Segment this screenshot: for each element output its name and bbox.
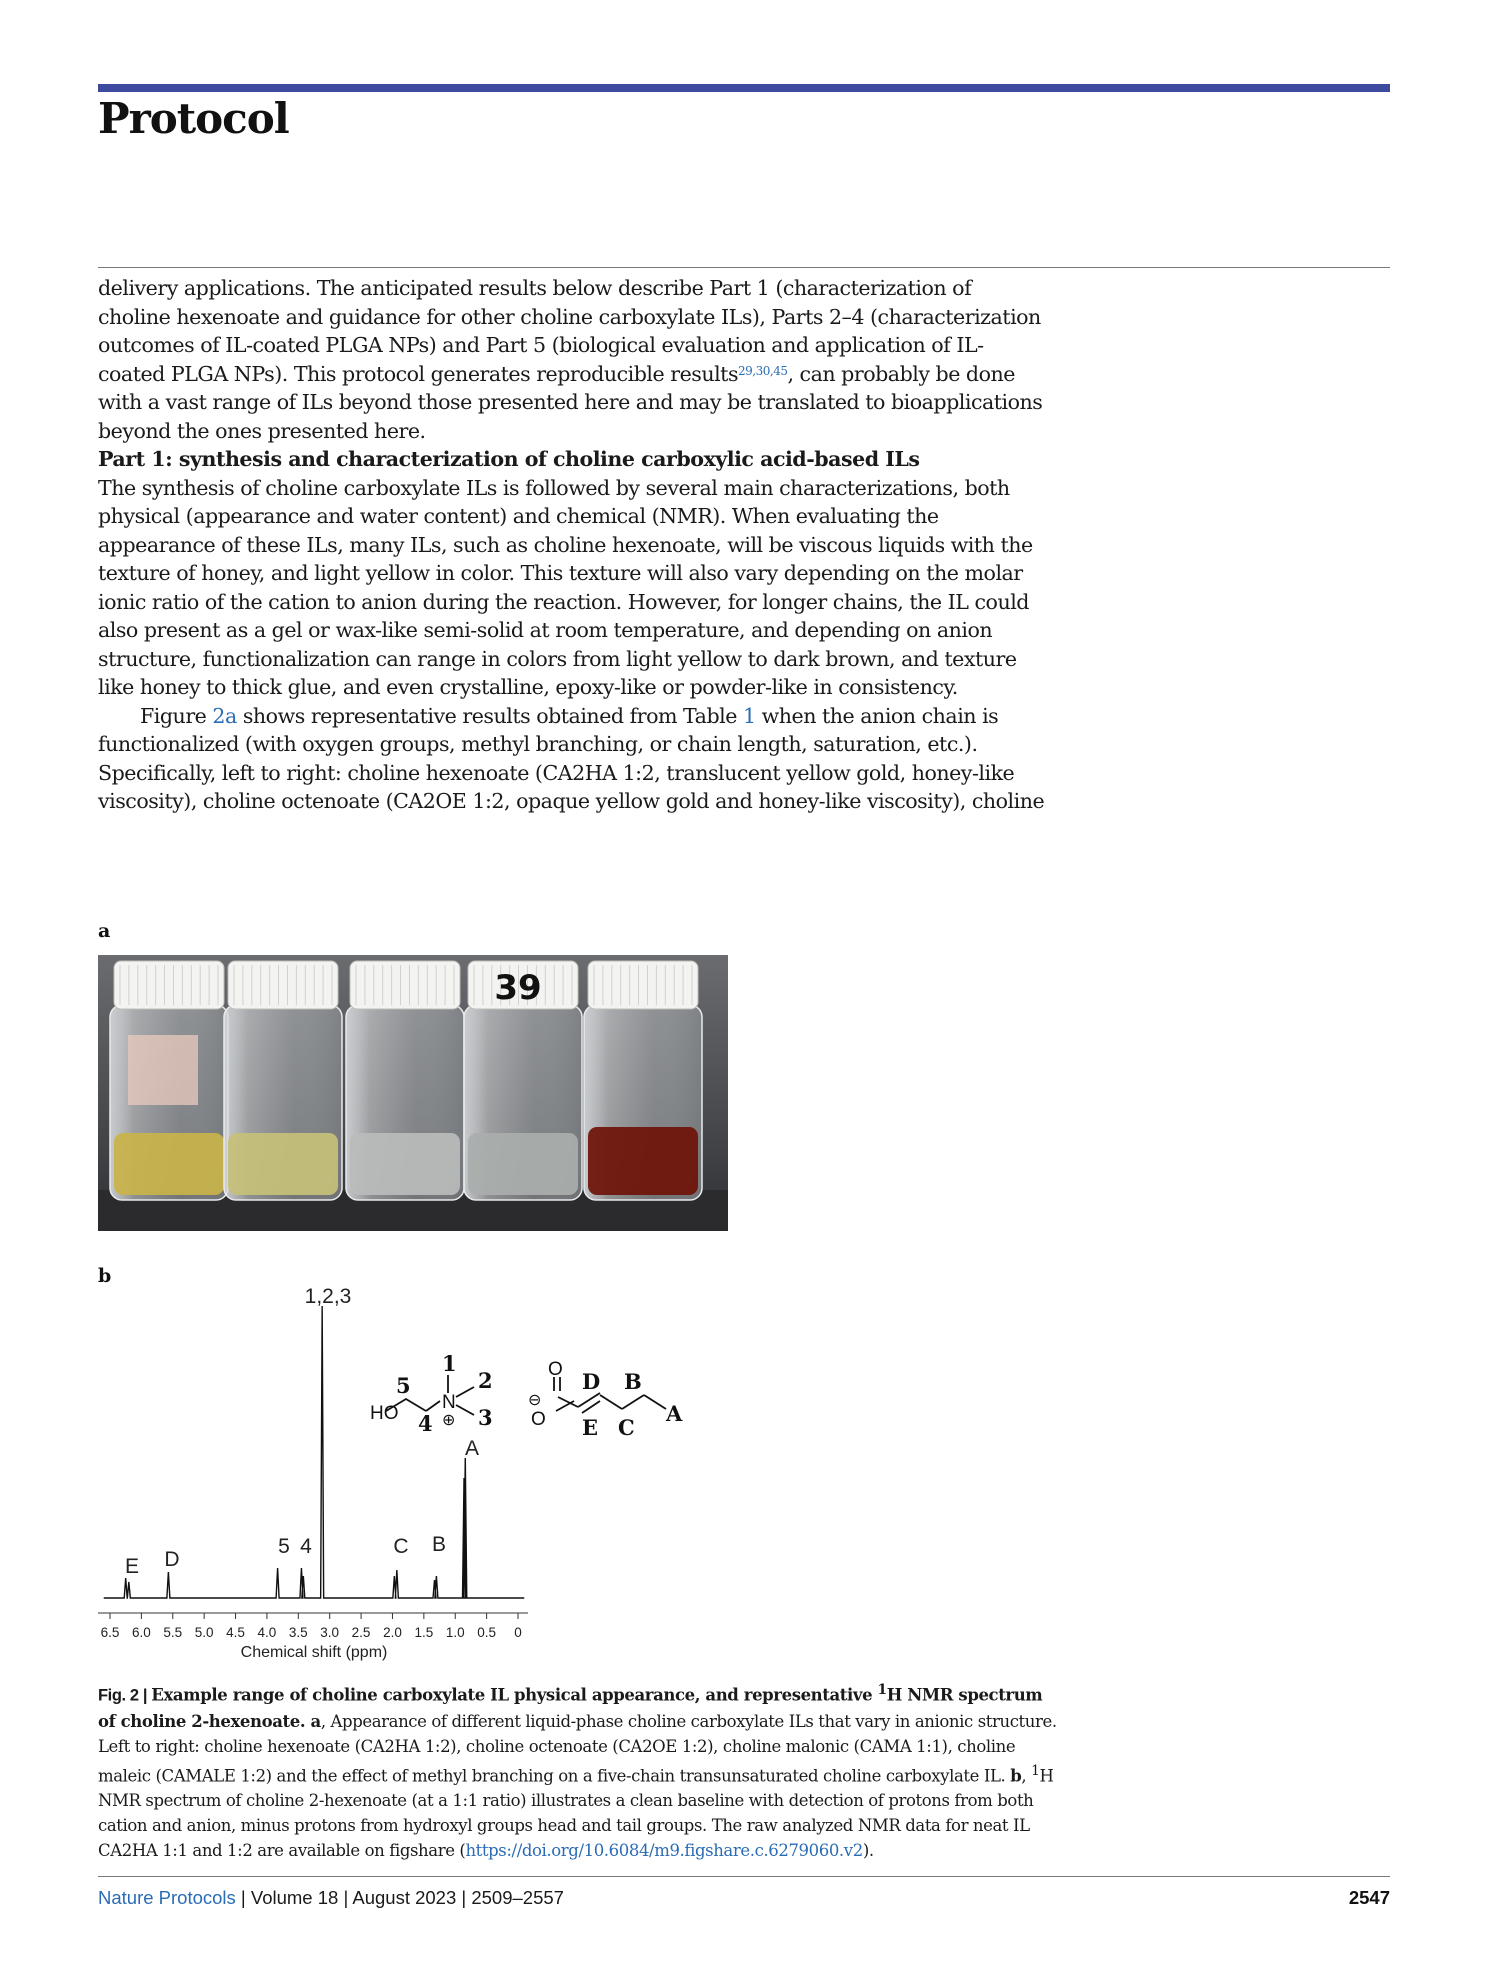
vial-5 bbox=[584, 961, 702, 1200]
struct-O-bottom: O bbox=[531, 1409, 546, 1430]
caption-title-pre: Example range of choline carboxylate IL physical appearance, and representative bbox=[151, 1685, 878, 1705]
table-ref-link[interactable]: 1 bbox=[742, 703, 756, 728]
journal-name-link[interactable]: Nature Protocols bbox=[98, 1887, 236, 1908]
x-tick-label: 0 bbox=[514, 1625, 522, 1640]
footer-divider bbox=[98, 1876, 1390, 1877]
struct-label-5: 5 bbox=[396, 1373, 411, 1398]
vial-cap bbox=[114, 961, 224, 1009]
paragraph-1: The synthesis of choline carboxylate ILs is followed by several main characterizations, both physical (appearance and water content) and chemical (NMR). When evaluating the appearance of these ILs, many ILs, such as choline hexenoate, will be viscous liquids with the texture of honey, and light yellow in color. This texture will also vary depending on the molar ionic ratio of the cation to anion during the reaction. However, for longer chains, the IL could also present as a gel or wax-like semi-solid at room temperature, and depending on anion structure, functionalization can range in colors from light yellow to dark brown, and texture like honey to thick glue, and even crystalline, epoxy-like or powder-like in consistency. bbox=[98, 475, 1033, 699]
x-tick-label: 5.0 bbox=[194, 1625, 214, 1640]
struct-label-3: 3 bbox=[478, 1405, 493, 1430]
struct-label-B: B bbox=[624, 1369, 642, 1394]
peak-label-C: C bbox=[393, 1535, 409, 1558]
peak-label-E: E bbox=[124, 1555, 140, 1578]
struct-label-4: 4 bbox=[418, 1411, 433, 1436]
header-accent-bar bbox=[98, 84, 1390, 92]
x-tick-label: 5.5 bbox=[163, 1625, 183, 1640]
panel-a-label: a bbox=[98, 920, 111, 942]
figshare-link[interactable]: https://doi.org/10.6084/m9.figshare.c.6279060.v2 bbox=[465, 1841, 863, 1860]
caption-title-post: H NMR spectrum of choline 2-hexenoate. bbox=[98, 1685, 1043, 1731]
vial-liquid bbox=[114, 1133, 224, 1195]
figure-ref-link[interactable]: 2a bbox=[212, 703, 237, 728]
struct-plus: ⊕ bbox=[442, 1412, 456, 1429]
peak-label-5: 5 bbox=[278, 1535, 290, 1558]
x-tick-label: 6.5 bbox=[100, 1625, 120, 1640]
struct-label-E: E bbox=[582, 1415, 599, 1440]
nmr-x-axis-label: Chemical shift (ppm) bbox=[240, 1644, 388, 1661]
struct-label-A: A bbox=[666, 1401, 683, 1426]
struct-N: N bbox=[442, 1392, 456, 1413]
struct-label-2: 2 bbox=[478, 1368, 493, 1393]
vial-cap bbox=[350, 961, 460, 1009]
caption-fig-no: Fig. 2 | bbox=[98, 1686, 152, 1705]
x-tick-label: 4.5 bbox=[226, 1625, 245, 1640]
vial-handwritten-label: 39 bbox=[494, 968, 542, 1008]
intro-paragraph: delivery applications. The anticipated results below describe Part 1 (characterization of choline hexenoate and guidance for other choline carboxylate ILs), Parts 2–4 (characterization outcomes of IL-coated PLGA NPs) and Part 5 (biological evaluation and application of IL-coated PLGA NPs). This protocol generates reproducible results$^{29,30,45}$, can probably be done with a vast range of ILs beyond those presented here and may be translated to bioapplications beyond the ones presented here. bbox=[98, 276, 1043, 443]
page-header-title: Protocol bbox=[98, 94, 289, 143]
x-tick-label: 4.0 bbox=[257, 1625, 277, 1640]
figure-caption: Fig. 2 | Example range of choline carboxylate IL physical appearance, and representative $^1$H NMR spectrum of choline 2-hexenoate. a, Appearance of different liquid-phase choline carboxylate ILs that vary in anionic structure. Left to right: choline hexenoate (CA2HA 1:2), choline octenoate (CA2OE 1:2), choline malonic (CAMA 1:1), choline maleic (CAMALE 1:2) and the effect of methyl branching on a five-chain transunsaturated choline carboxylate IL. b, $^1$H NMR spectrum of choline 2-hexenoate (at a 1:1 ratio) illustrates a clean baseline with detection of protons from both cation and anion, minus protons from hydroxyl groups head and tail groups. The raw analyzed NMR data for neat IL CA2HA 1:1 and 1:2 are available on figshare (https://doi.org/10.6084/m9.figshare.c.6279060.v2). bbox=[98, 1682, 1057, 1860]
vial-cap bbox=[588, 961, 698, 1009]
vial-3 bbox=[346, 961, 464, 1200]
x-tick-label: 1.5 bbox=[414, 1625, 434, 1640]
peak-label-D: D bbox=[164, 1548, 180, 1571]
struct-O-top: O bbox=[548, 1359, 563, 1380]
vial-liquid bbox=[588, 1127, 698, 1195]
x-tick-label: 3.5 bbox=[288, 1625, 308, 1640]
section-heading: Part 1: synthesis and characterization of choline carboxylic acid-based ILs bbox=[98, 447, 920, 471]
paragraph-2: Figure 2a shows representative results obtained from Table 1 when the anion chain is functionalized (with oxygen groups, methyl branching, or chain length, saturation, etc.). Specifically, left to right: choline hexenoate (CA2HA 1:2, translucent yellow gold, honey-like viscosity), choline octenoate (CA2OE 1:2, opaque yellow gold and honey-like viscosity), choline bbox=[98, 703, 1045, 813]
x-tick-label: 1.0 bbox=[445, 1625, 465, 1640]
x-tick-label: 3.0 bbox=[320, 1625, 340, 1640]
struct-HO: HO bbox=[370, 1403, 399, 1424]
vial-cap bbox=[228, 961, 338, 1009]
vial-2 bbox=[224, 961, 342, 1200]
x-tick-label: 0.5 bbox=[477, 1625, 497, 1640]
vials-photo bbox=[98, 955, 728, 1231]
struct-label-1: 1 bbox=[442, 1351, 457, 1376]
vial-liquid bbox=[228, 1133, 338, 1195]
nmr-spectrum bbox=[88, 1275, 683, 1665]
struct-minus: ⊖ bbox=[528, 1392, 542, 1409]
vial-liquid bbox=[468, 1133, 578, 1195]
page-number: 2547 bbox=[1348, 1887, 1390, 1908]
peak-label-A: A bbox=[464, 1437, 480, 1460]
journal-details: | Volume 18 | August 2023 | 2509–2557 bbox=[235, 1887, 564, 1908]
citation-link[interactable]: 29,30,45 bbox=[738, 363, 788, 378]
x-tick-label: 2.5 bbox=[351, 1625, 371, 1640]
article-body bbox=[98, 274, 1048, 816]
struct-label-D: D bbox=[582, 1369, 601, 1394]
vial-paper-label bbox=[128, 1035, 198, 1105]
vial-liquid bbox=[350, 1133, 460, 1195]
panel-b-label: b bbox=[98, 1265, 112, 1287]
peak-label-B: B bbox=[431, 1533, 447, 1556]
header-divider bbox=[98, 267, 1390, 268]
x-tick-label: 6.0 bbox=[131, 1625, 151, 1640]
peak-label-4: 4 bbox=[300, 1535, 312, 1558]
struct-label-C: C bbox=[618, 1415, 635, 1440]
nmr-peak-label-123: 1,2,3 bbox=[304, 1285, 352, 1308]
page-footer bbox=[98, 1887, 1390, 1909]
x-tick-label: 2.0 bbox=[383, 1625, 402, 1640]
